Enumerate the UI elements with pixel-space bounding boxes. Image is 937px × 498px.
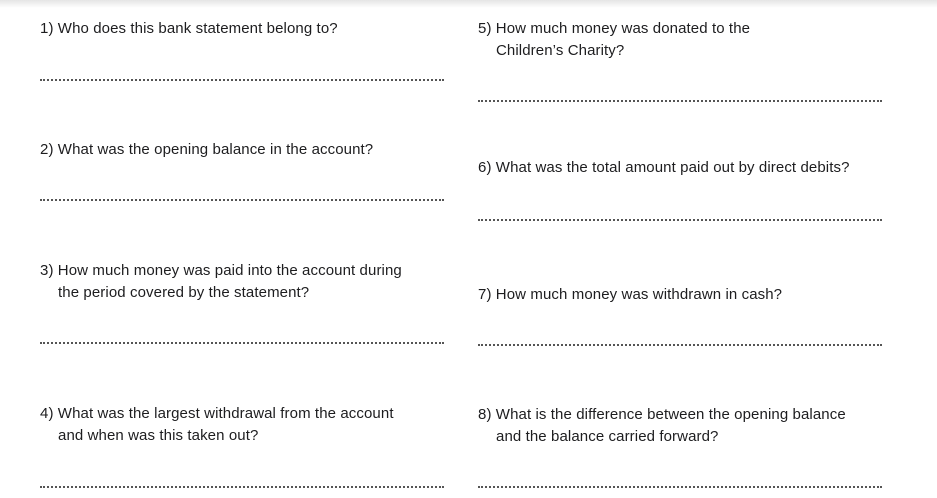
question-1-text: 1) Who does this bank statement belong to? — [40, 20, 338, 37]
question-8-text-line1: 8) What is the difference between the opening balance — [478, 406, 846, 423]
question-4-text-line1: 4) What was the largest withdrawal from the account — [40, 405, 394, 422]
question-6-text: 6) What was the total amount paid out by direct debits? — [478, 159, 850, 176]
question-4-text-line2: and when was this taken out? — [58, 427, 259, 444]
question-7 — [478, 284, 782, 306]
question-2 — [40, 139, 373, 161]
question-4 — [40, 403, 394, 447]
question-8 — [478, 404, 846, 448]
question-1 — [40, 18, 338, 40]
question-2-text: 2) What was the opening balance in the account? — [40, 141, 374, 158]
question-5 — [478, 18, 750, 62]
question-5-text-line2: Children’s Charity? — [496, 42, 625, 59]
answer-line-4[interactable] — [40, 486, 444, 488]
question-3 — [40, 260, 402, 304]
answer-line-7[interactable] — [478, 344, 882, 346]
page-top-shadow — [0, 0, 937, 8]
answer-line-3[interactable] — [40, 342, 444, 344]
question-7-text: 7) How much money was withdrawn in cash? — [478, 286, 783, 303]
question-6 — [478, 157, 850, 179]
question-3-text-line1: 3) How much money was paid into the account during — [40, 262, 402, 279]
question-8-text-line2: and the balance carried forward? — [496, 428, 719, 445]
answer-line-6[interactable] — [478, 219, 882, 221]
answer-line-8[interactable] — [478, 486, 882, 488]
question-5-text-line1: 5) How much money was donated to the — [478, 20, 751, 37]
answer-line-5[interactable] — [478, 100, 882, 102]
question-3-text-line2: the period covered by the statement? — [58, 284, 310, 301]
answer-line-2[interactable] — [40, 199, 444, 201]
answer-line-1[interactable] — [40, 79, 444, 81]
